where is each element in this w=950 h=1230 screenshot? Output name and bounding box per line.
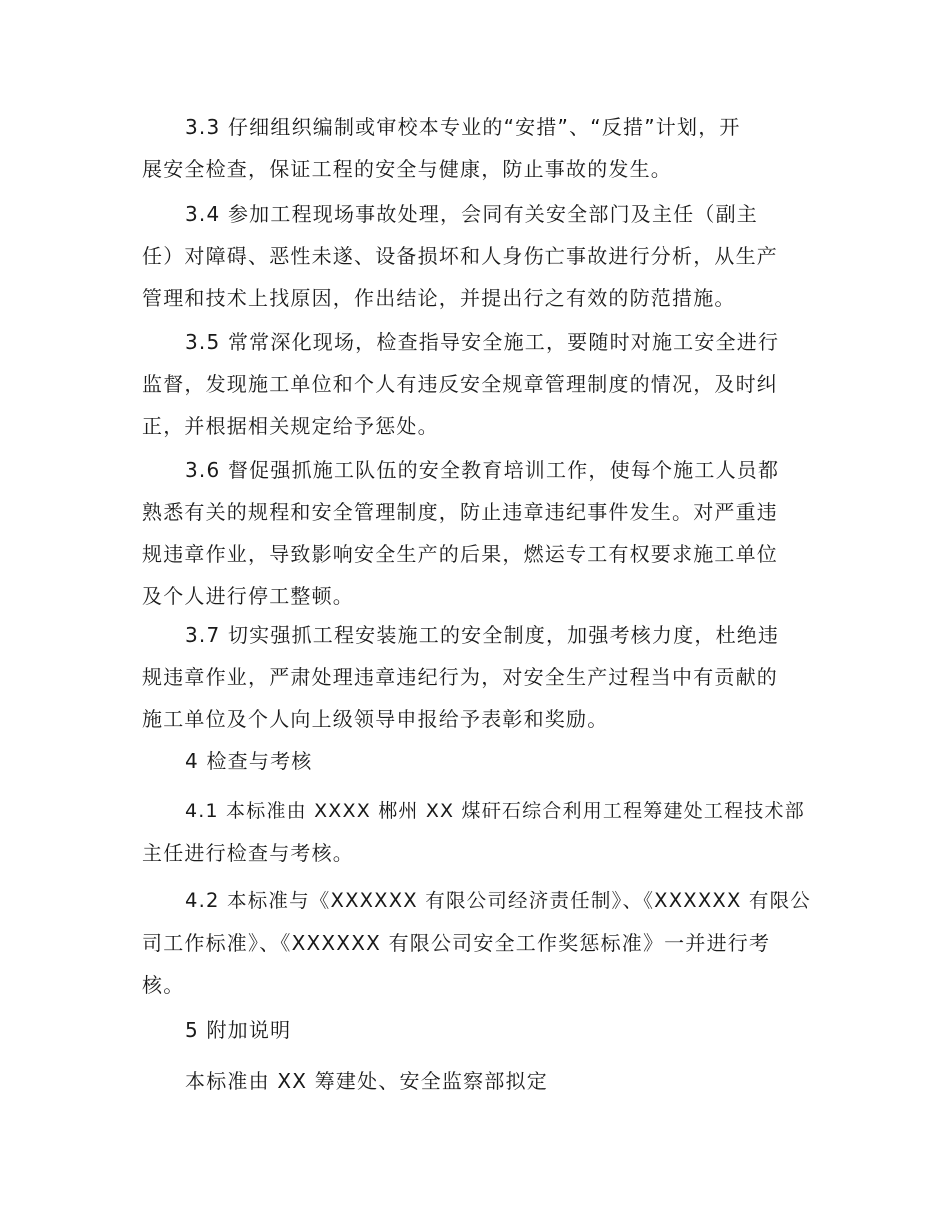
paragraph-section-3-3: [142, 106, 812, 190]
text-line: 本标准由 XX 筹建处、安全监察部拟定: [185, 1069, 548, 1093]
text-line: 主任进行检查与考核。: [142, 841, 354, 865]
heading-section-4: [142, 740, 812, 782]
text-line: 4.2 本标准与《XXXXXX 有限公司经济责任制》、《XXXXXX 有限公: [185, 889, 812, 912]
section-heading: 4 检查与考核: [185, 749, 313, 773]
paragraph-section-3-7: [142, 614, 812, 740]
section-heading: 5 附加说明: [185, 1018, 292, 1042]
text-line: 核。: [142, 973, 185, 997]
paragraph-note: [142, 1060, 812, 1102]
text-line: 规违章作业，严肃处理违章违纪行为，对安全生产过程当中有贡献的: [142, 665, 778, 689]
text-line: 熟悉有关的规程和安全管理制度，防止违章违纪事件发生。对严重违: [142, 500, 778, 524]
text-line: 3.5 常常深化现场，检查指导安全施工，要随时对施工安全进行: [185, 330, 780, 354]
text-line: 司工作标准》、《XXXXXX 有限公司安全工作奖惩标准》一并进行考: [142, 931, 771, 955]
text-line: 3.3 仔细组织编制或审校本专业的“安措”、“反措”计划，开: [185, 115, 741, 139]
text-line: 任）对障碍、恶性未遂、设备损坏和人身伤亡事故进行分析，从生产: [142, 244, 778, 268]
text-line: 监督，发现施工单位和个人有违反安全规章管理制度的情况，及时纠: [142, 372, 778, 396]
heading-section-5: [142, 1009, 812, 1051]
text-line: 3.6 督促强抓施工队伍的安全教育培训工作，使每个施工人员都: [185, 458, 780, 482]
text-line: 3.7 切实强抓工程安装施工的安全制度，加强考核力度，杜绝违: [185, 623, 780, 647]
paragraph-section-3-4: [142, 193, 812, 319]
paragraph-section-4-2: [142, 880, 812, 1006]
paragraph-section-4-1: [142, 790, 812, 874]
text-line: 及个人进行停工整顿。: [142, 584, 354, 608]
text-line: 3.4 参加工程现场事故处理，会同有关安全部门及主任（副主: [185, 202, 758, 226]
text-line: 正，并根据相关规定给予惩处。: [142, 414, 439, 438]
paragraph-section-3-5: [142, 321, 812, 447]
text-line: 管理和技术上找原因，作出结论，并提出行之有效的防范措施。: [142, 286, 736, 310]
text-line: 施工单位及个人向上级领导申报给予表彰和奖励。: [142, 707, 609, 731]
text-line: 规违章作业，导致影响安全生产的后果，燃运专工有权要求施工单位: [142, 542, 778, 566]
text-line: 4.1 本标准由 XXXX 郴州 XX 煤矸石综合利用工程筹建处工程技术部: [185, 800, 805, 822]
paragraph-section-3-6: [142, 449, 812, 617]
text-line: 展安全检查，保证工程的安全与健康，防止事故的发生。: [142, 157, 672, 181]
